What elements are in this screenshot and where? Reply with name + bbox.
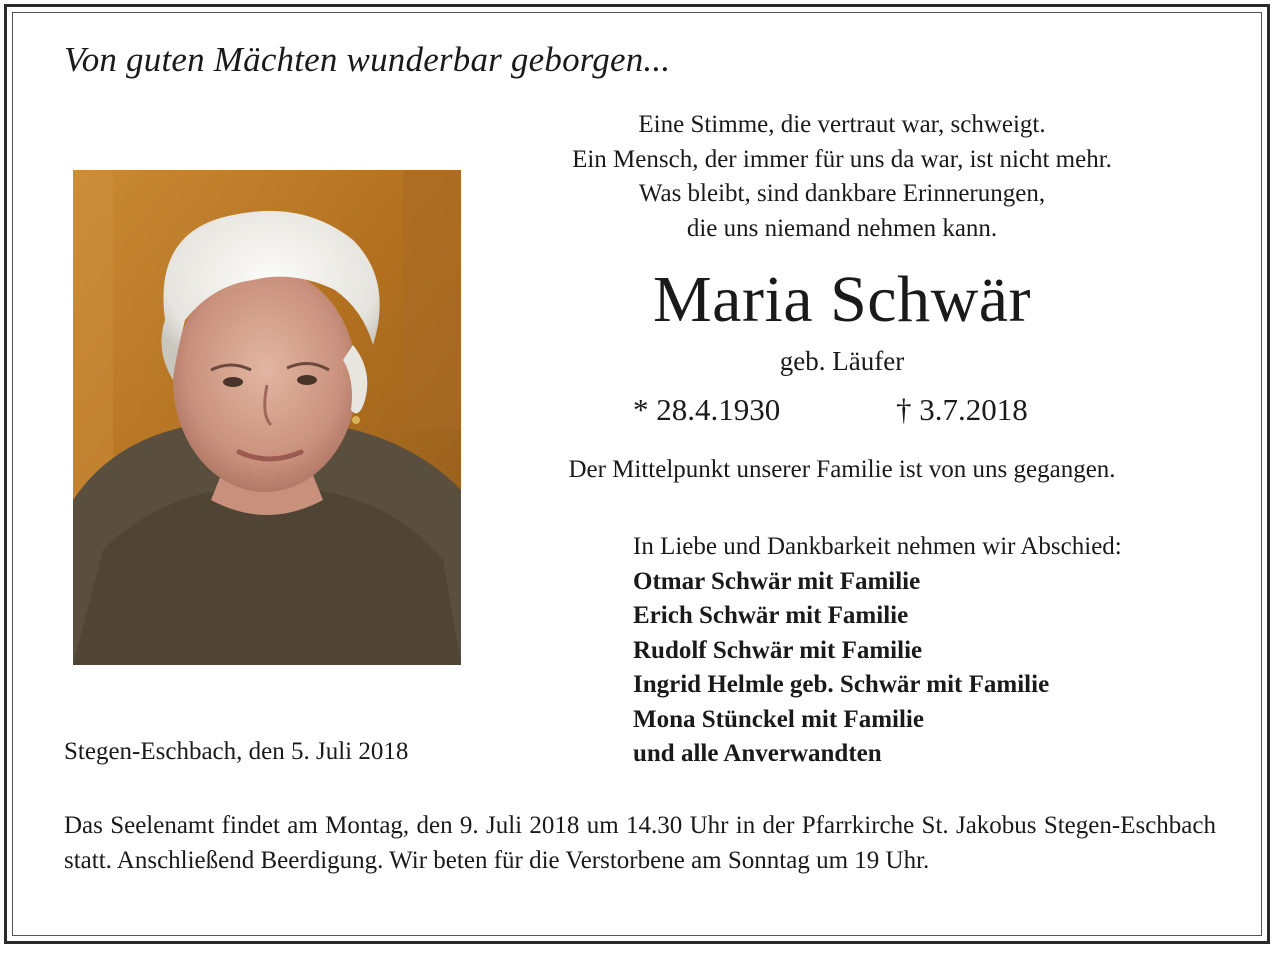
mourner-name: Mona Stünckel mit Familie <box>633 705 924 733</box>
poem-line: Ein Mensch, der immer für uns da war, ist nicht mehr. <box>572 145 1112 173</box>
birth-date: * 28.4.1930 <box>633 392 781 427</box>
motto-heading: Von guten Mächten wunderbar geborgen... <box>64 40 671 79</box>
mourner-name: Otmar Schwär mit Familie <box>633 567 921 595</box>
portrait-image <box>73 170 461 665</box>
deceased-name: Maria Schwär <box>652 263 1032 336</box>
maiden-name: geb. Läufer <box>779 346 905 376</box>
place-and-date: Stegen-Eschbach, den 5. Juli 2018 <box>64 738 409 765</box>
mourners-intro: In Liebe und Dankbarkeit nehmen wir Abschied: <box>633 533 1122 560</box>
service-notice: Das Seelenamt findet am Montag, den 9. Juli 2018 um 14.30 Uhr in der Pfarrkirche St. Jakobus Stegen-Eschbach statt. Anschließend Beerdigung. Wir beten für die Verstorbene am Sonntag um 19 Uhr. <box>64 812 1216 874</box>
mourner-name: und alle Anverwandten <box>633 740 882 767</box>
poem-line: die uns niemand nehmen kann. <box>686 214 998 242</box>
mourners-list <box>633 530 1122 772</box>
mourner-name: Rudolf Schwär mit Familie <box>633 636 923 664</box>
poem <box>492 108 1192 246</box>
poem-line: Eine Stimme, die vertraut war, schweigt. <box>638 111 1046 138</box>
portrait-photo <box>73 170 461 665</box>
death-date: † 3.7.2018 <box>896 392 1028 427</box>
mourner-name: Ingrid Helmle geb. Schwär mit Familie <box>633 671 1050 698</box>
tribute-line: Der Mittelpunkt unserer Familie ist von uns gegangen. <box>568 456 1116 483</box>
mourner-name: Erich Schwär mit Familie <box>633 602 909 629</box>
poem-line: Was bleibt, sind dankbare Erinnerungen, <box>638 180 1046 207</box>
